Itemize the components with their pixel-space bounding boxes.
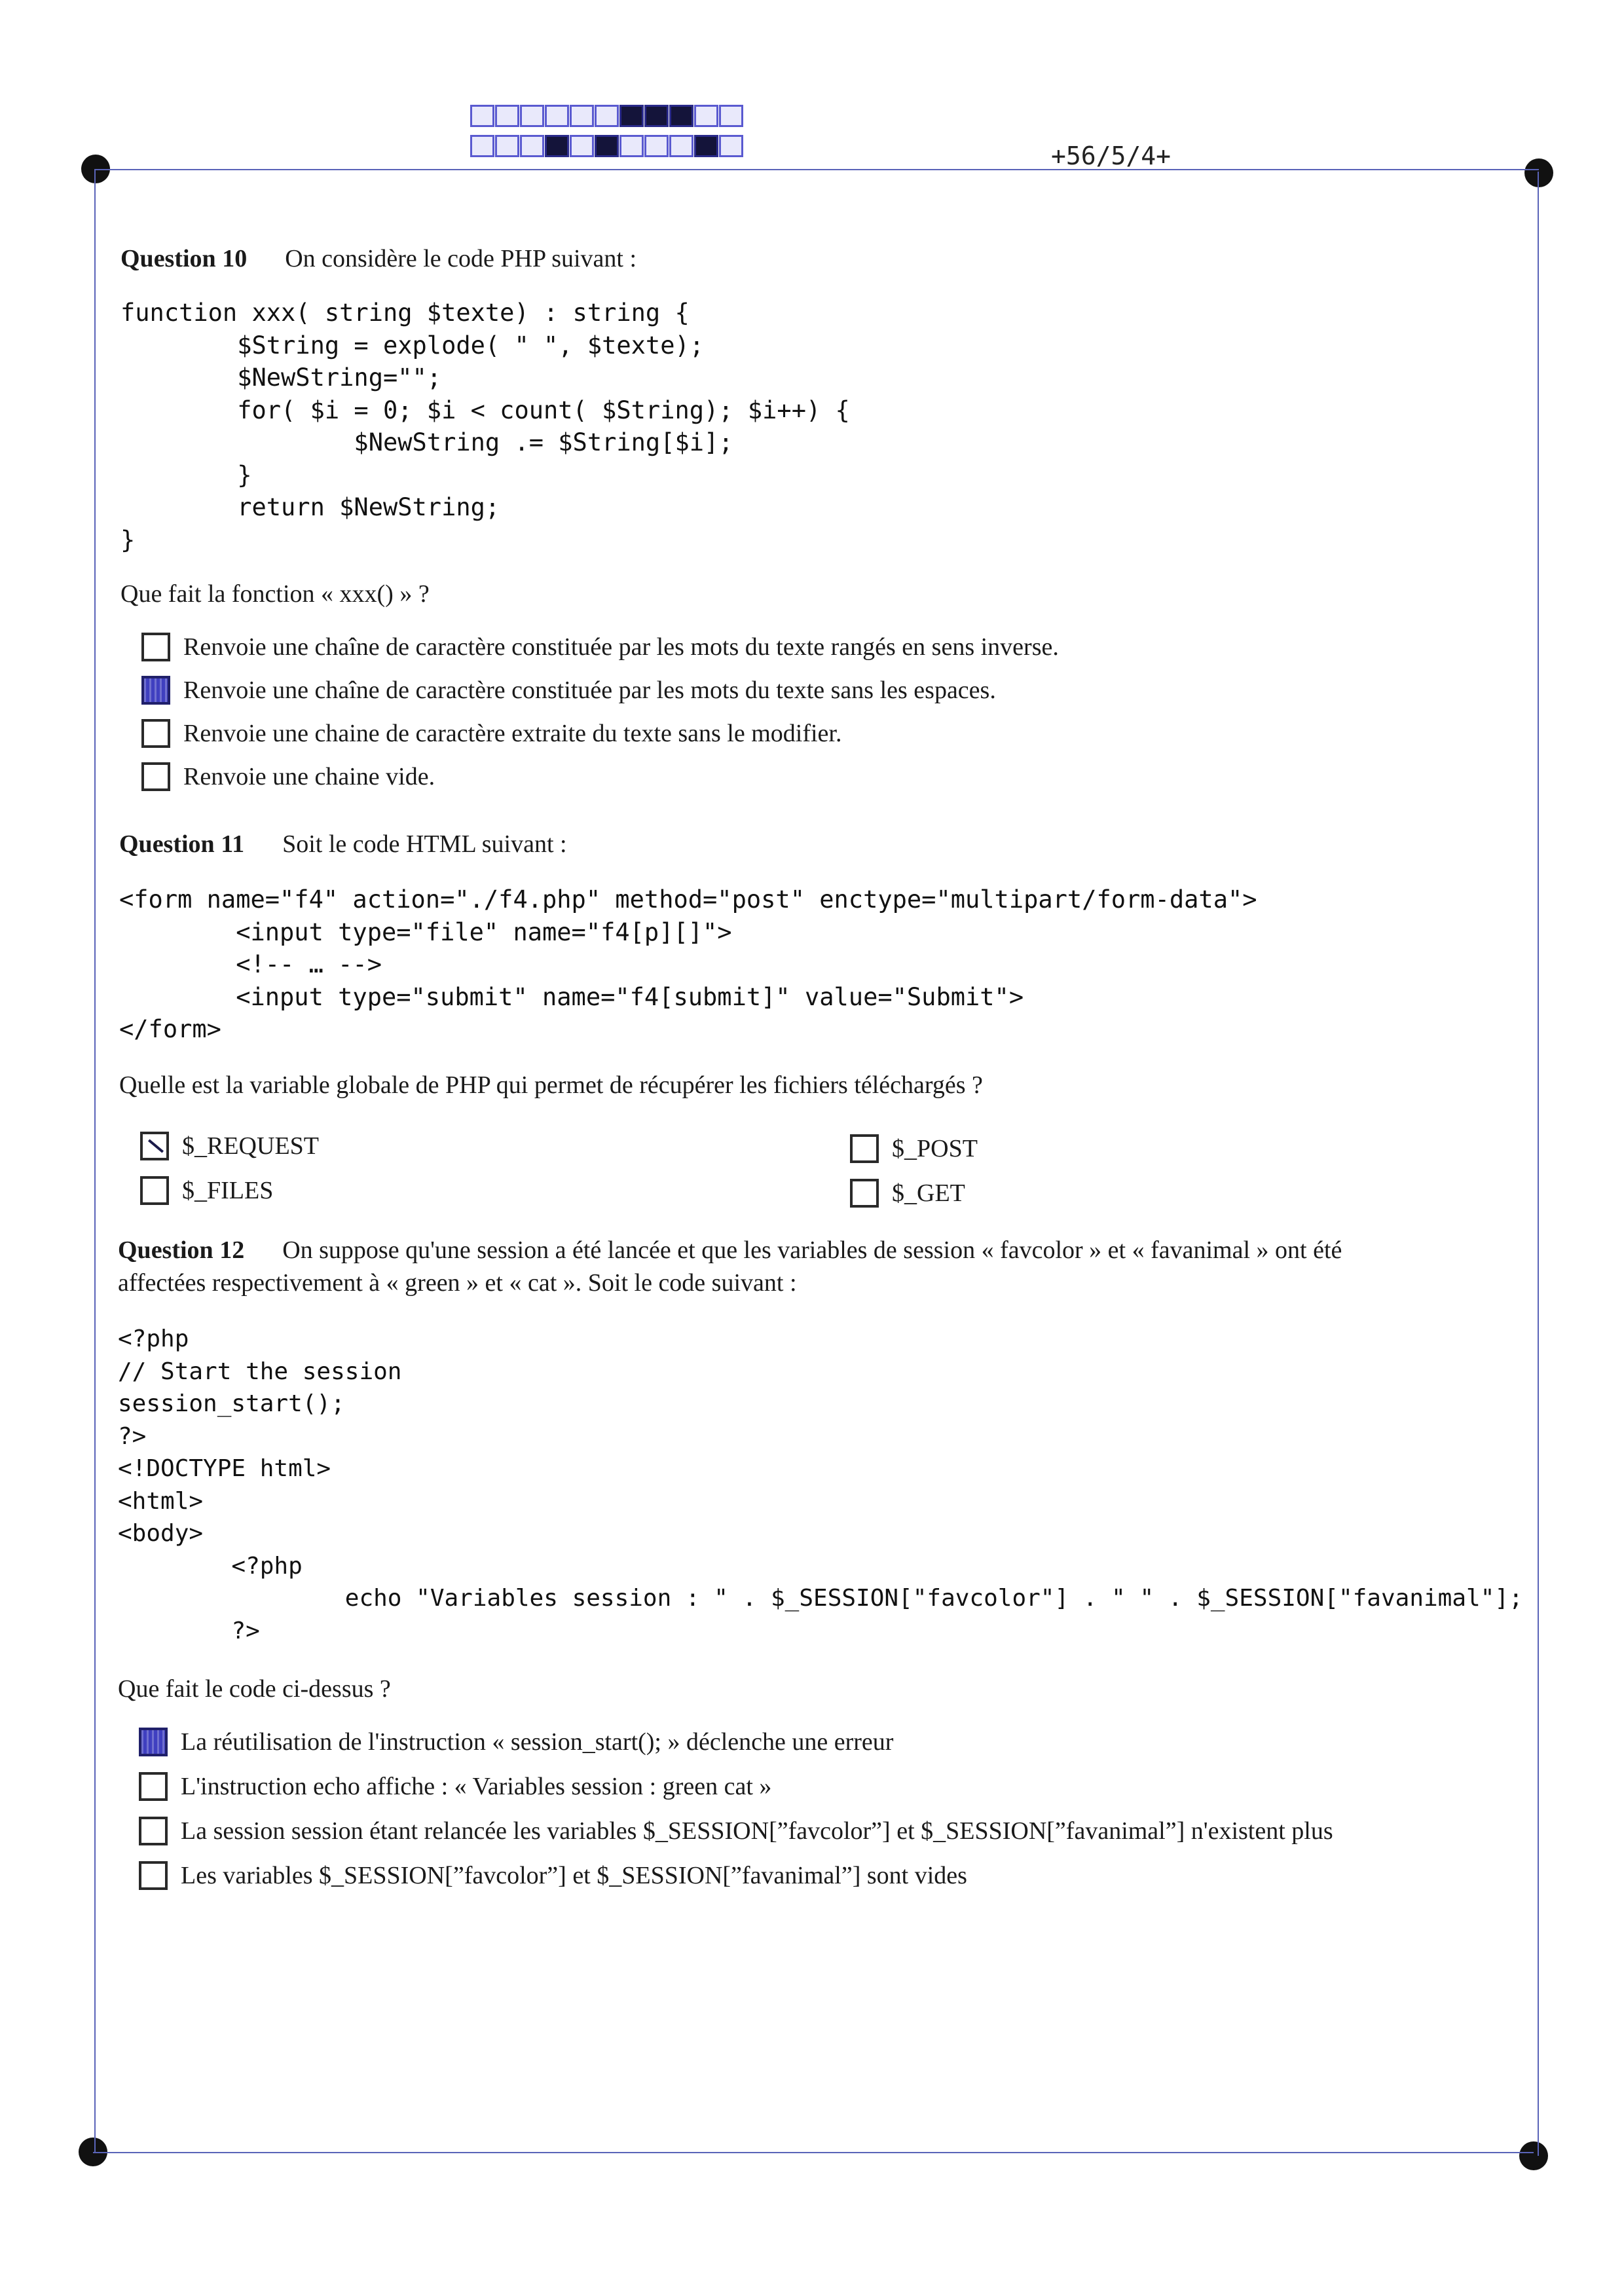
option-text: La réutilisation de l'instruction « session_start(); » déclenche une erreur [181,1728,894,1756]
checkbox[interactable] [140,1176,169,1205]
checkbox[interactable] [850,1134,879,1163]
id-code-cell [719,135,743,157]
question-label: Question 12 [118,1236,245,1264]
id-code-cell [595,135,619,157]
corner-mark-top-right [1524,158,1553,187]
option-text: $_REQUEST [182,1132,319,1160]
q11-option-post[interactable] [850,1134,978,1163]
checkbox[interactable] [141,762,170,791]
option-text: $_POST [892,1135,978,1162]
id-code-cell [595,105,619,127]
q11-option-request[interactable] [140,1132,319,1160]
option-text: Renvoie une chaine vide. [183,763,435,790]
option-text: Renvoie une chaîne de caractère constituée par les mots du texte sans les espaces. [183,676,996,704]
option-text: $_FILES [182,1177,274,1204]
frame-bottom [93,2152,1534,2153]
q11-code-block: <form name="f4" action="./f4.php" method="post" enctype="multipart/form-data"> <input type="file" name="f4[p][]"> <!-- … --> <input type="submit" name="f4[submit]" value="Submit"> </form> [119,885,1257,1043]
option-text: L'instruction echo affiche : « Variables session : green cat » [181,1773,772,1800]
id-code-cell [470,135,494,157]
id-code-cell [520,105,544,127]
frame-left [94,169,96,2153]
id-code-cell [545,135,569,157]
question-label: Question 11 [119,830,245,858]
checkbox[interactable] [140,1132,169,1160]
page-id: +56/5/4+ [1051,141,1172,170]
option-text: Renvoie une chaîne de caractère constituée par les mots du texte rangés en sens inverse. [183,633,1059,661]
option-text: La session session étant relancée les variables $_SESSION[”favcolor”] et $_SESSION[”favanimal”] n'existent plus [181,1817,1333,1845]
q12-option-1[interactable] [139,1728,893,1756]
id-code-cell [644,135,669,157]
question-intro: On considère le code PHP suivant : [285,245,637,272]
option-text: $_GET [892,1179,965,1207]
q11-option-files[interactable] [140,1176,273,1205]
id-code-row [470,135,744,158]
checkbox[interactable] [139,1772,168,1801]
checkbox[interactable] [850,1179,879,1208]
question-11-heading [119,828,567,861]
id-code-cell [669,135,693,157]
option-text: Renvoie une chaine de caractère extraite du texte sans le modifier. [183,720,842,747]
question-intro-line-1: On suppose qu'une session a été lancée et que les variables de session « favcolor » et « favanimal » ont été [282,1236,1342,1264]
id-code-cell [619,135,644,157]
id-code-cell [644,105,669,127]
id-code-cell [570,105,594,127]
id-code-cell [570,135,594,157]
id-code-cell [495,105,519,127]
q12-code-block: <?php // Start the session session_start(); ?> <!DOCTYPE html> <html> <body> <?php echo "Variables session : " . $_SESSION["favcolor"] . " " . $_SESSION["favanimal"]; ?> [118,1325,1523,1644]
id-code-cell [694,105,718,127]
q12-option-2[interactable] [139,1772,771,1801]
student-id-code [470,105,744,165]
q11-prompt: Quelle est la variable globale de PHP qui permet de récupérer les fichiers téléchargés ? [119,1071,983,1099]
id-code-cell [495,135,519,157]
corner-mark-bottom-right [1519,2141,1548,2170]
question-10-heading [120,242,637,275]
q10-prompt: Que fait la fonction « xxx() » ? [120,580,430,608]
frame-right [1538,172,1539,2156]
id-code-cell [545,105,569,127]
question-intro-line-2: affectées respectivement à « green » et « cat ». Soit le code suivant : [118,1269,797,1297]
id-code-cell [619,105,644,127]
option-text: Les variables $_SESSION[”favcolor”] et $_SESSION[”favanimal”] sont vides [181,1862,967,1889]
q11-option-get[interactable] [850,1179,965,1208]
q10-code-block: function xxx( string $texte) : string { $String = explode( " ", $texte); $NewString=""; for( $i = 0; $i < count( $String); $i++) { $NewString .= $String[$i]; } return $NewString; } [120,299,850,554]
id-code-cell [520,135,544,157]
question-intro: Soit le code HTML suivant : [282,830,567,858]
id-code-cell [694,135,718,157]
checkbox[interactable] [141,676,170,705]
q10-option-1[interactable] [141,633,1059,661]
q10-option-3[interactable] [141,719,841,748]
checkbox[interactable] [139,1817,168,1845]
question-12-heading [118,1234,1532,1299]
id-code-cell [719,105,743,127]
q12-prompt: Que fait le code ci-dessus ? [118,1675,391,1703]
id-code-row [470,105,744,128]
id-code-cell [669,105,693,127]
q12-option-4[interactable] [139,1861,967,1890]
checkbox[interactable] [141,719,170,748]
id-code-cell [470,105,494,127]
frame-top [96,169,1539,170]
q10-option-2[interactable] [141,676,996,705]
q12-option-3[interactable] [139,1817,1333,1845]
checkbox[interactable] [139,1728,168,1756]
checkbox[interactable] [141,633,170,661]
question-label: Question 10 [120,245,248,272]
checkbox[interactable] [139,1861,168,1890]
q10-option-4[interactable] [141,762,435,791]
